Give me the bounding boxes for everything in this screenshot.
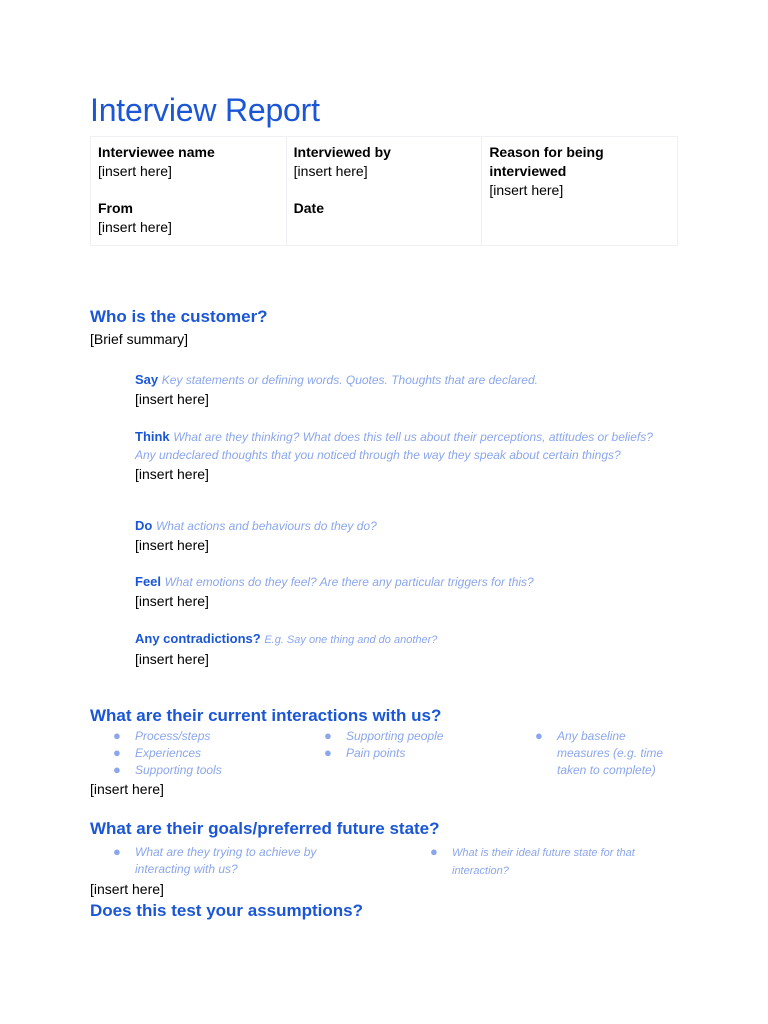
customer-heading: Who is the customer?: [90, 307, 268, 326]
bullet-dot-icon: ●: [113, 745, 121, 760]
customer-summary[interactable]: [Brief summary]: [90, 331, 189, 347]
bullet-dot-icon: ●: [430, 844, 438, 859]
interviewed-by-value[interactable]: [insert here]: [293, 163, 368, 179]
goals-heading: What are their goals/preferred future state?: [90, 819, 440, 838]
feel-key: Feel: [135, 574, 162, 589]
say-key: Say: [135, 372, 159, 387]
bullet-dot-icon: ●: [535, 728, 543, 743]
interviewed-by-label: Interviewed by: [293, 144, 391, 160]
think-item: [135, 428, 655, 483]
bullet-pain-points: ● Pain points: [324, 745, 406, 760]
bullet-dot-icon: ●: [113, 844, 121, 859]
interview-info-table: [90, 136, 678, 246]
from-label: From: [98, 200, 133, 216]
say-value[interactable]: [insert here]: [135, 391, 209, 407]
bullet-ideal-state: ● What is their ideal future state for that interaction?: [430, 844, 635, 877]
feel-value[interactable]: [insert here]: [135, 593, 209, 609]
bullet-dot-icon: ●: [113, 728, 121, 743]
reason-cell: [482, 137, 678, 246]
say-item: [135, 371, 655, 408]
bullet-dot-icon: ●: [113, 762, 121, 777]
interactions-heading: What are their current interactions with us?: [90, 706, 442, 725]
bullet-experiences: ● Experiences: [113, 745, 202, 760]
think-key: Think: [135, 429, 170, 444]
bullet-dot-icon: ●: [324, 745, 332, 760]
contradictions-value[interactable]: [insert here]: [135, 651, 209, 667]
do-item: [135, 517, 655, 554]
reason-value[interactable]: [insert here]: [489, 182, 564, 198]
contradictions-key: Any contradictions?: [135, 631, 261, 646]
interviewed-by-cell: [286, 137, 482, 246]
interactions-value[interactable]: [insert here]: [90, 781, 164, 797]
contradictions-item: [135, 630, 655, 668]
think-value[interactable]: [insert here]: [135, 466, 209, 482]
bullet-dot-icon: ●: [324, 728, 332, 743]
interviewee-value[interactable]: [insert here]: [98, 163, 172, 179]
bullet-process: ● Process/steps: [113, 728, 211, 743]
do-key: Do: [135, 518, 153, 533]
interviewee-cell: [91, 137, 287, 246]
reason-label: Reason for being interviewed: [489, 144, 604, 179]
think-desc: What are they thinking? What does this tell us about their perceptions, attitudes or beliefs? Any undeclared thoughts that you noticed through the way they speak about certain things?: [135, 430, 653, 462]
say-desc: Key statements or defining words. Quotes. Thoughts that are declared.: [161, 373, 538, 387]
do-desc: What actions and behaviours do they do?: [155, 519, 377, 533]
bullet-baseline: ● Any baseline measures (e.g. time taken to complete): [535, 728, 664, 777]
do-value[interactable]: [insert here]: [135, 537, 209, 553]
goals-value[interactable]: [insert here]: [90, 881, 164, 897]
feel-item: [135, 573, 655, 610]
feel-desc: What emotions do they feel? Are there any particular triggers for this?: [164, 575, 534, 589]
interviewee-label: Interviewee name: [98, 144, 215, 160]
from-value[interactable]: [insert here]: [98, 219, 172, 235]
contradictions-desc: E.g. Say one thing and do another?: [264, 634, 438, 646]
bullet-people: ● Supporting people: [324, 728, 444, 743]
bullet-achieve: ● What are they trying to achieve by interacting with us?: [113, 844, 317, 876]
date-label: Date: [293, 200, 325, 216]
assumptions-heading: Does this test your assumptions?: [90, 901, 363, 920]
bullet-tools: ● Supporting tools: [113, 762, 222, 777]
document-title: Interview Report: [90, 92, 320, 128]
